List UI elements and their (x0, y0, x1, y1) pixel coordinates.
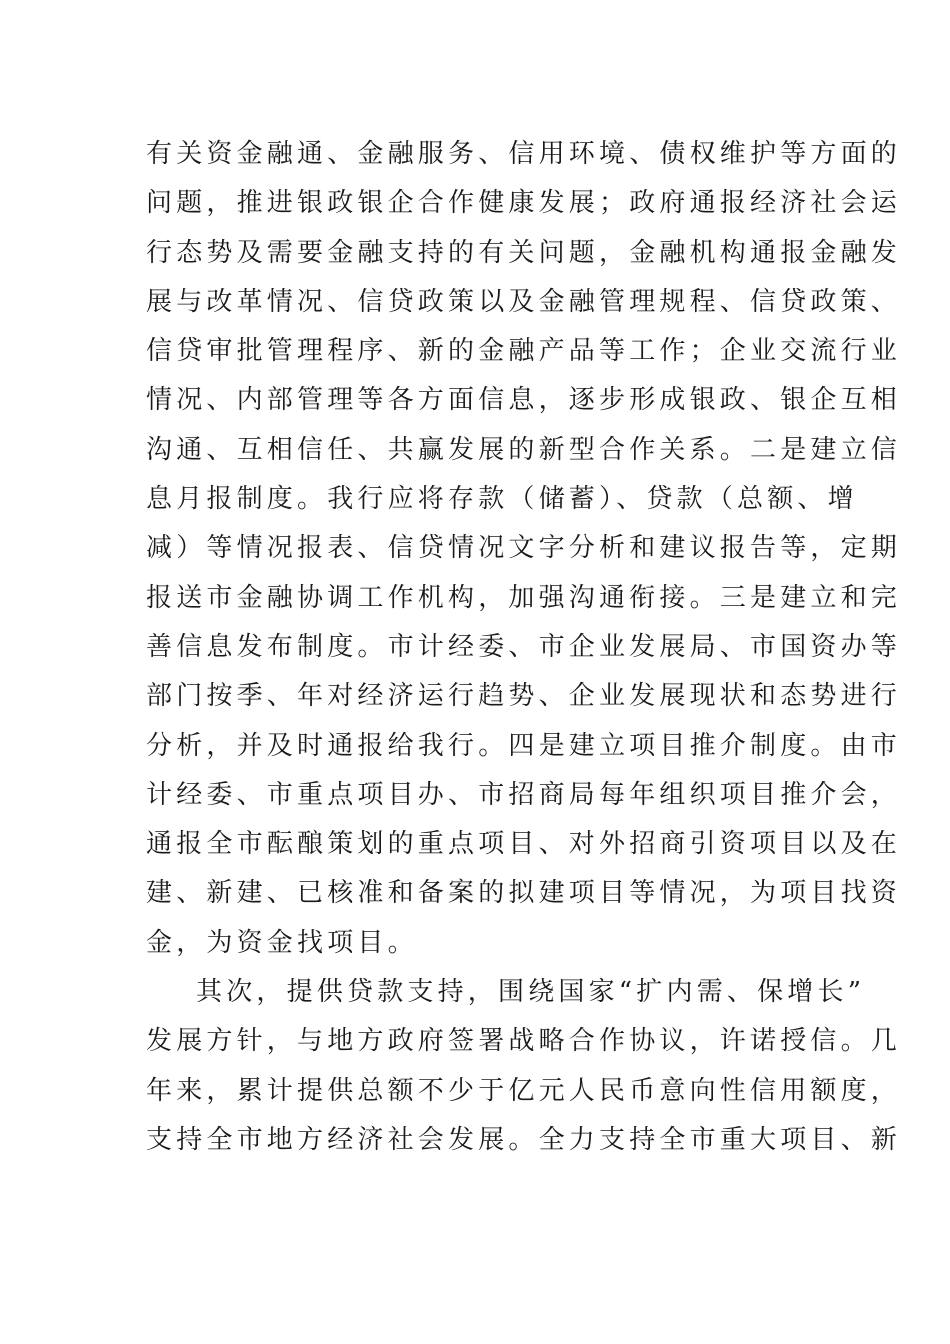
text-line: 情况、内部管理等各方面信息，逐步形成银政、银企互相 (146, 385, 902, 416)
text-line: 建、新建、已核准和备案的拟建项目等情况，为项目找资 (146, 878, 902, 909)
text-line: 分析，并及时通报给我行。四是建立项目推介制度。由市 (146, 730, 902, 761)
text-line: 减）等情况报表、信贷情况文字分析和建议报告等，定期 (146, 533, 902, 564)
text-line: 息月报制度。我行应将存款（储蓄）、贷款（总额、增 (146, 484, 858, 515)
text-line: 问题，推进银政银企合作健康发展；政府通报经济社会运 (146, 188, 902, 219)
text-line: 沟通、互相信任、共赢发展的新型合作关系。二是建立信 (146, 434, 902, 465)
text-line: 报送市金融协调工作机构，加强沟通衔接。三是建立和完 (146, 582, 902, 613)
text-line: 有关资金融通、金融服务、信用环境、债权维护等方面的 (146, 139, 902, 169)
text-line: 通报全市酝酿策划的重点项目、对外招商引资项目以及在 (146, 829, 902, 860)
body-text (146, 130, 902, 1165)
text-line: 支持全市地方经济社会发展。全力支持全市重大项目、新 (146, 1124, 902, 1155)
text-line: 金，为资金找项目。 (146, 927, 418, 958)
text-line: 展与改革情况、信贷政策以及金融管理规程、信贷政策、 (146, 286, 902, 317)
text-line: 行态势及需要金融支持的有关问题，金融机构通报金融发 (146, 237, 902, 268)
text-line: 计经委、市重点项目办、市招商局每年组织项目推介会， (146, 779, 902, 810)
text-line: 部门按季、年对经济运行趋势、企业发展现状和态势进行 (146, 681, 902, 712)
text-line: 发展方针，与地方政府签署战略合作协议，许诺授信。几 (146, 1026, 902, 1057)
text-line: 善信息发布制度。市计经委、市企业发展局、市国资办等 (146, 631, 902, 662)
text-line: 其次，提供贷款支持，围绕国家“扩内需、保增长” (196, 977, 866, 1008)
text-line: 信贷审批管理程序、新的金融产品等工作；企业交流行业 (146, 336, 902, 367)
text-line: 年来，累计提供总额不少于亿元人民币意向性信用额度， (146, 1075, 902, 1106)
